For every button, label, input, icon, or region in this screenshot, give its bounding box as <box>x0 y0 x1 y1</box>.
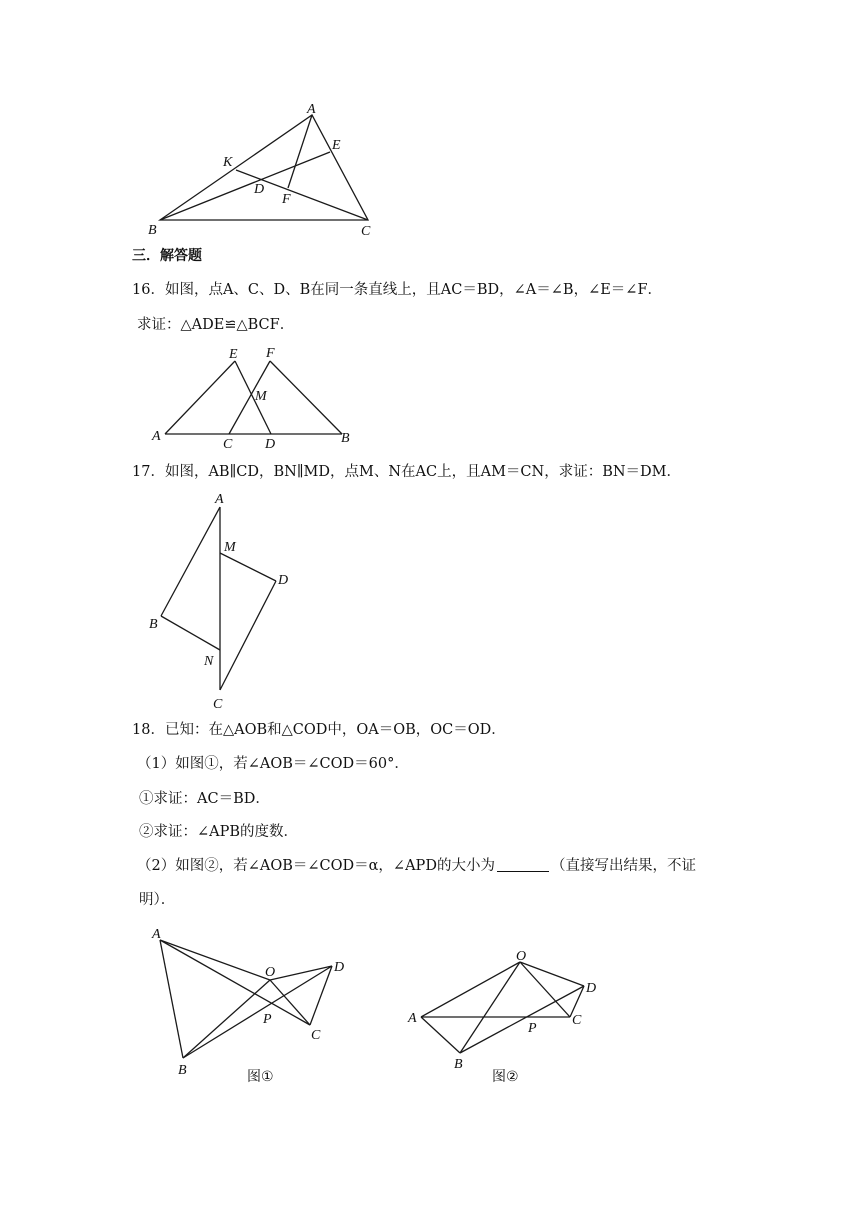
q18-part2-cont: 明）． <box>139 892 176 908</box>
label-D: D <box>254 182 265 197</box>
q18-part2 <box>137 856 696 876</box>
q16-label-A: A <box>152 429 161 444</box>
label-A: A <box>307 102 316 117</box>
q18-sub1: ①求证：AC＝BD． <box>139 791 270 807</box>
fig1-label-A: A <box>152 927 161 942</box>
q16-label-E: E <box>229 347 238 362</box>
fig2-label-C: C <box>572 1013 582 1028</box>
fig2-label-A: A <box>408 1011 417 1026</box>
fig2-caption: 图② <box>492 1069 519 1085</box>
q18-sub2: ②求证：∠APB的度数． <box>139 824 299 840</box>
figure-q17 <box>145 485 305 715</box>
q18-statement: 18．已知：在△AOB和△COD中，OA＝OB，OC＝OD． <box>132 722 506 738</box>
q18-part1: （1）如图①，若∠AOB＝∠COD＝60°． <box>137 756 409 772</box>
fig1-label-D: D <box>334 960 345 975</box>
q16-prove: 求证：△ADE≌△BCF． <box>137 317 295 333</box>
fig1-label-B: B <box>178 1063 187 1078</box>
fig1-caption: 图① <box>247 1069 274 1085</box>
fig2-label-P: P <box>528 1021 537 1036</box>
q16-label-C: C <box>223 437 233 452</box>
label-F: F <box>282 192 291 207</box>
q18-part2-tail: （直接写出结果，不证 <box>550 858 696 874</box>
fig1-label-P: P <box>263 1012 272 1027</box>
q16-label-B: B <box>341 431 350 446</box>
q18-part2-text: （2）如图②，若∠AOB＝∠COD＝α，∠APD的大小为 <box>137 858 495 874</box>
fig2-label-B: B <box>454 1057 463 1072</box>
label-B: B <box>148 223 157 238</box>
fig1-label-C: C <box>311 1028 321 1043</box>
answer-blank <box>497 857 549 872</box>
q17-label-B: B <box>149 617 158 632</box>
q16-label-M: M <box>255 389 267 404</box>
figure-q15 <box>140 100 390 240</box>
fig2-label-O: O <box>516 949 527 964</box>
figure-q18-2 <box>400 945 610 1085</box>
q16-label-F: F <box>266 346 275 361</box>
label-E: E <box>332 138 341 153</box>
q17-statement: 17．如图，AB∥CD，BN∥MD，点M、N在AC上，且AM＝CN，求证：BN＝DM． <box>132 464 682 480</box>
q17-label-D: D <box>278 573 289 588</box>
label-C: C <box>361 224 371 239</box>
section-title: 三．解答题 <box>132 248 202 264</box>
label-K: K <box>223 155 233 170</box>
q17-label-A: A <box>215 492 224 507</box>
q16-label-D: D <box>265 437 276 452</box>
q17-label-C: C <box>213 697 223 712</box>
q17-label-N: N <box>204 654 214 669</box>
q16-statement: 16．如图，点A、C、D、B在同一条直线上，且AC＝BD，∠A＝∠B，∠E＝∠F． <box>132 282 663 298</box>
figure-q16 <box>145 340 365 450</box>
fig1-label-O: O <box>265 965 276 980</box>
q17-label-M: M <box>224 540 236 555</box>
fig2-label-D: D <box>586 981 597 996</box>
figure-q18-1 <box>148 922 363 1085</box>
